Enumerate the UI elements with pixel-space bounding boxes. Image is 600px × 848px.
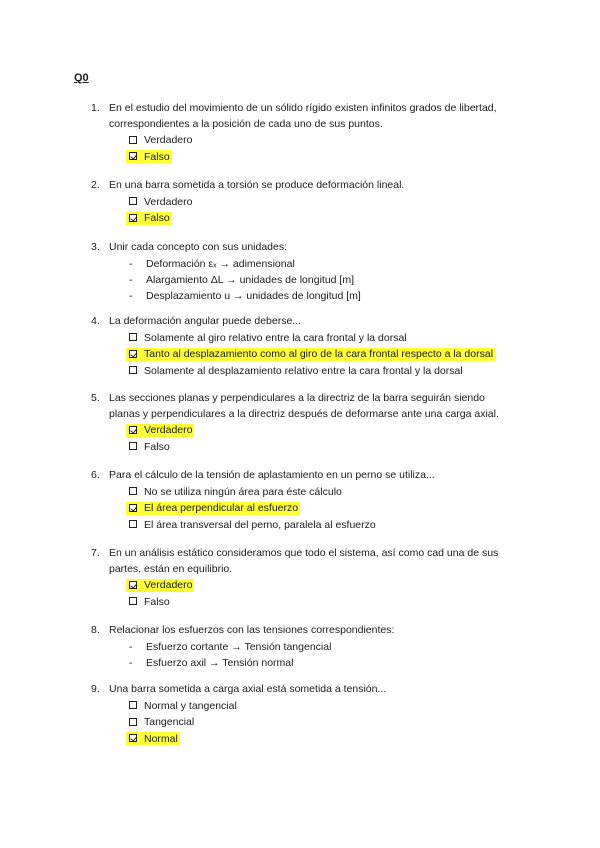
checkbox-empty-icon[interactable]	[129, 136, 137, 144]
option-label: Solamente al desplazamiento relativo entre la cara frontal y la dorsal	[144, 364, 463, 377]
option-label: Falso	[144, 212, 170, 224]
question-line: partes, están en equilibrio.	[109, 562, 233, 575]
list-item-text: Desplazamiento u → unidades de longitud [m]	[146, 289, 361, 302]
question-number: 3.	[91, 241, 100, 253]
answer-option[interactable]	[91, 363, 531, 380]
checkbox-checked-icon[interactable]	[129, 504, 137, 512]
option-label: No se utiliza ningún área para éste cálculo	[144, 485, 342, 498]
checkbox-checked-icon[interactable]	[129, 350, 137, 358]
question-text	[91, 178, 531, 194]
question-number: 1.	[91, 102, 100, 114]
option-label: El área transversal del perno, paralela al esfuerzo	[144, 518, 376, 531]
option-label: Tangencial	[144, 716, 195, 728]
question-line: En un análisis estático consideramos que todo el sistema, así como cad una de sus	[109, 547, 499, 559]
checkbox-empty-icon[interactable]	[129, 597, 137, 605]
list-item-text: Esfuerzo axil → Tensión normal	[146, 656, 294, 669]
checkbox-empty-icon[interactable]	[129, 718, 137, 726]
option-label: Falso	[144, 150, 170, 163]
checkbox-empty-icon[interactable]	[129, 442, 137, 450]
checkbox-empty-icon[interactable]	[129, 701, 137, 709]
option-label: Tanto al desplazamiento como al giro de la cara frontal respecto a la dorsal	[144, 348, 494, 360]
answer-option[interactable]	[91, 149, 531, 166]
option-label: El área perpendicular al esfuerzo	[144, 502, 299, 514]
checkbox-empty-icon[interactable]	[129, 366, 137, 374]
question-text	[91, 682, 531, 698]
question-number: 7.	[91, 547, 100, 559]
question-2	[91, 178, 531, 227]
answer-option[interactable]	[91, 731, 531, 748]
page-title: Q0	[74, 72, 89, 84]
question-text	[91, 468, 531, 484]
option-label: Verdadero	[144, 195, 193, 208]
checkbox-checked-icon[interactable]	[129, 426, 137, 434]
dash-bullet: -	[129, 640, 133, 653]
answer-option[interactable]	[91, 346, 531, 363]
option-label: Verdadero	[144, 424, 193, 436]
question-number: 8.	[91, 624, 100, 636]
checkbox-checked-icon[interactable]	[129, 152, 137, 160]
question-number: 5.	[91, 392, 100, 404]
checkbox-empty-icon[interactable]	[129, 520, 137, 528]
question-8	[91, 623, 531, 671]
option-label: Falso	[144, 440, 170, 453]
answer-option[interactable]	[91, 484, 531, 501]
question-line: Para el cálculo de la tensión de aplastamiento en un perno se utiliza...	[109, 469, 435, 481]
option-label: Verdadero	[144, 134, 193, 146]
question-number: 6.	[91, 469, 100, 481]
answer-option[interactable]	[91, 422, 531, 439]
list-item-text: Esfuerzo cortante → Tensión tangencial	[146, 640, 332, 653]
question-line: Unir cada concepto con sus unidades:	[109, 241, 288, 253]
answer-option[interactable]	[91, 210, 531, 227]
checkbox-empty-icon[interactable]	[129, 487, 137, 495]
dash-bullet: -	[129, 273, 133, 286]
option-label: Falso	[144, 595, 170, 608]
list-item-text: Deformación εₓ → adimensional	[146, 257, 295, 270]
question-line: En una barra sometida a torsión se produce deformación lineal.	[109, 179, 405, 191]
question-line: En el estudio del movimiento de un sólido rígido existen infinitos grados de libertad,	[109, 102, 497, 114]
answer-option[interactable]	[91, 517, 531, 534]
option-label: Verdadero	[144, 579, 193, 591]
list-item	[91, 655, 531, 671]
question-text	[91, 407, 531, 423]
dash-bullet: -	[129, 289, 133, 302]
checkbox-checked-icon[interactable]	[129, 214, 137, 222]
question-line: Una barra sometida a carga axial está sometida a tensión...	[109, 683, 387, 695]
list-item	[91, 256, 531, 272]
question-5	[91, 391, 531, 455]
question-1	[91, 101, 531, 165]
question-text	[91, 117, 531, 133]
answer-option[interactable]	[91, 577, 531, 594]
question-text	[91, 562, 531, 578]
dash-bullet: -	[129, 656, 133, 669]
question-text	[91, 623, 531, 639]
list-item	[91, 272, 531, 288]
question-text	[91, 314, 531, 330]
answer-option[interactable]	[91, 132, 531, 149]
option-label: Normal	[144, 732, 178, 745]
question-line: Relacionar los esfuerzos con las tensiones correspondientes:	[109, 624, 395, 636]
question-text	[91, 546, 531, 562]
list-item-text: Alargamiento ΔL → unidades de longitud [m]	[146, 273, 354, 286]
answer-option[interactable]	[91, 714, 531, 731]
answer-option[interactable]	[91, 500, 531, 517]
answer-option[interactable]	[91, 594, 531, 611]
question-line: planas y perpendiculares a la directriz después de deformarse ante una carga axial.	[109, 407, 499, 420]
answer-option[interactable]	[91, 330, 531, 347]
question-text	[91, 240, 531, 256]
question-9	[91, 682, 531, 747]
answer-option[interactable]	[91, 194, 531, 211]
checkbox-checked-icon[interactable]	[129, 581, 137, 589]
question-4	[91, 314, 531, 379]
question-number: 4.	[91, 315, 100, 327]
question-line: Las secciones planas y perpendiculares a la directriz de la barra seguirán siendo	[109, 392, 485, 404]
answer-option[interactable]	[91, 698, 531, 715]
list-item	[91, 639, 531, 655]
question-text	[91, 101, 531, 117]
answer-option[interactable]	[91, 439, 531, 456]
question-text	[91, 391, 531, 407]
dash-bullet: -	[129, 257, 133, 270]
checkbox-empty-icon[interactable]	[129, 333, 137, 341]
question-number: 9.	[91, 683, 100, 695]
option-label: Normal y tangencial	[144, 699, 237, 712]
list-item	[91, 288, 531, 304]
checkbox-checked-icon[interactable]	[129, 734, 137, 742]
question-line: La deformación angular puede deberse...	[109, 315, 302, 327]
checkbox-empty-icon[interactable]	[129, 197, 137, 205]
option-label: Solamente al giro relativo entre la cara frontal y la dorsal	[144, 331, 407, 344]
question-6	[91, 468, 531, 533]
question-line: correspondientes a la posición de cada uno de sus puntos.	[109, 117, 383, 130]
question-7	[91, 546, 531, 610]
question-number: 2.	[91, 179, 100, 191]
question-3	[91, 240, 531, 304]
